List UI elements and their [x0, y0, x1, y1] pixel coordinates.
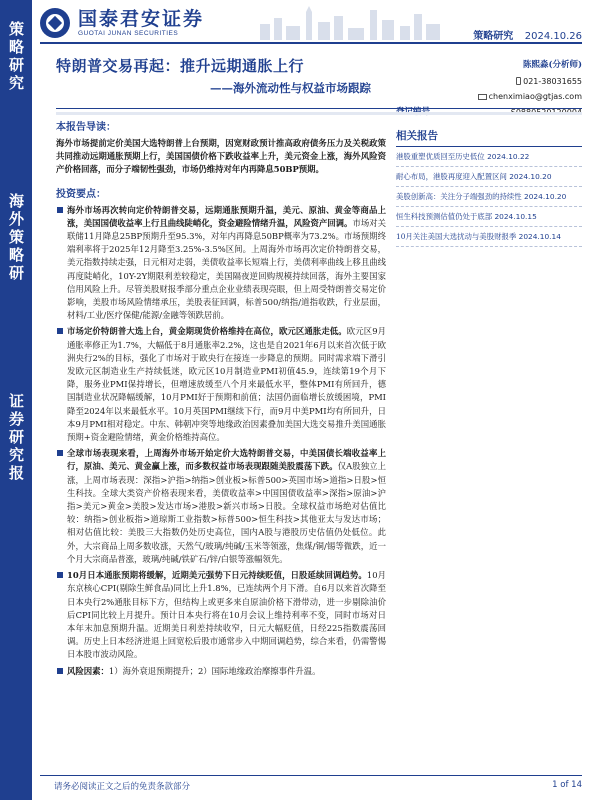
phone-icon	[516, 77, 521, 85]
title-divider	[56, 108, 582, 109]
analyst-name: 陈熙淼(分析师)	[522, 60, 582, 70]
related-report-date: 2024.10.15	[494, 212, 537, 221]
point-lead: 市场定价特朗普大选上台，黄金期现货价格维持在高位，欧元区通胀走低。	[67, 326, 347, 337]
page-number: 1 of 14	[552, 780, 582, 790]
logo-icon	[40, 8, 70, 38]
brand-name: 国泰君安证券	[78, 9, 205, 30]
side-label-report: 证券研究报	[7, 393, 25, 483]
related-reports	[396, 128, 582, 247]
main-content	[56, 116, 386, 681]
points-heading: 投资要点：	[56, 188, 106, 200]
report-date: 2024.10.26	[524, 31, 582, 42]
point-body: 仅A股独立上涨，上周市场表现：深指>沪指>纳指>创业板>标普500>英国市场>道指>日股>恒生科技。全球大类资产价格表现来看，美债收益率>中国国债收益率>深指>原油>沪指>美元>黄金>美股>发达市场>港股>新兴市场>日股。全球权益市场绝对估值比较：纳指>创业板指>道琼斯工业指数>标普500>恒生科技>其他亚太与发达市场；相对估值比较：美股三大指数仍处历史高位，国内A股与港股历史估值仍处低位。此外，大宗商品上周多数收涨，天然气/玻璃/纯碱/玉米等领涨，焦煤/铜/锡等微跌，近一个月大宗商品普涨，玻璃/纯碱/铁矿石/锌/白银等涨幅领先。	[67, 461, 386, 564]
related-report-link[interactable]	[396, 227, 582, 247]
analyst-email[interactable]: chenximiao@gtjas.com	[488, 92, 582, 101]
point-lead: 风险因素：	[67, 665, 109, 676]
analyst-phone: 021-38031655	[523, 76, 582, 86]
header-rule	[40, 42, 582, 44]
related-report-date: 2024.10.14	[518, 232, 561, 241]
footer-disclaimer: 请务必阅读正文之后的免责条款部分	[54, 782, 191, 792]
point-body: 10月东京核心CPI(剔除生鲜食品)同比上升1.8%，已连续两个月下滑。自6月以来首次降至日本央行2%通胀目标下方，但结构上或更多来自原油价格下滑带动，进一步剔除油价后CPI同比较上月提升。预计日本央行将在10月会议上维持利率不变，同时市场对日本年末加息预期升温。近期美日利差持续收窄，日元大幅贬值，日经225指数震荡回调。历史上日本经济进退上回宽松后股市通常步入中期回调趋势，综合来看，仍需警惕日本股市波动风险。	[67, 570, 386, 660]
point-body: 市场对关联储11月降息25BP预期升至95.3%，对年内再降息50BP概率为73.2%。市场预期终端利率将于2025年12月降至3.25%-3.5%区间。上周海外市场再次定价特朗普交易，美元指数持续走强，日元相对走弱，美债收益率长短端上行，美债利率曲线上移且曲线再度陡峭化，10Y-2Y期限利差较稳定，美国隔夜逆回购规模持续回落，海外主要国家信用风险上升。尽管美股财报季部分重点企业业绩表现亮眼，但上周受特朗普交易定价影响，美股市场风险情绪承压，美股表征回调，标普500/纳指/道指收跌，行业层面，材料/工业/医疗保健/能源/金融等领跌居前。	[67, 217, 386, 321]
related-report-title[interactable]: 美股创新高：关注分子端强劲的持续性	[396, 192, 522, 201]
related-report-link[interactable]	[396, 167, 582, 187]
point-lead: 10月日本通胀预期将缓解，近期美元强势下日元持续贬值，日股延续回调趋势。	[67, 570, 367, 581]
point-item	[56, 665, 386, 678]
related-report-date: 2024.10.20	[509, 172, 552, 181]
side-strip	[0, 0, 32, 800]
related-report-title[interactable]: 耐心布局，港股再度迎入配置区间	[396, 172, 507, 181]
report-subtitle: ——海外流动性与权益市场跟踪	[210, 81, 371, 95]
point-item	[56, 325, 386, 444]
point-body: 1）海外衰退预期提升；2）国际地缘政治摩擦事件升温。	[108, 665, 321, 676]
footer-rule	[40, 775, 582, 776]
email-icon	[478, 94, 487, 100]
report-category: 策略研究	[473, 31, 514, 42]
company-logo	[40, 8, 204, 38]
related-report-link[interactable]	[396, 207, 582, 227]
guide-heading: 本报告导读：	[56, 122, 116, 133]
related-report-title[interactable]: 恒生科技预测估值仍处于底部	[396, 212, 493, 221]
skyline-decoration-icon	[250, 6, 450, 40]
point-body: 欧元区9月通胀率修正为1.7%，大幅低于8月通胀率2.2%，这也是自2021年6月以来首次低于欧洲央行2%的目标，强化了市场对于欧央行在接连一步降息的预期。同时需求端下滑引发欧元区制造业生产持续低迷，欧元区10月制造业PMI初值45.9，连续第19个月下降，服务业PMI保持增长，但增速放缓至八个月来最低水平，整体PMI有所回升，德国制造业状况降幅缓解，10月PMI好于预期和前值；法国仍面临增长放缓困境，PMI降至2024年以来最低水平。10月英国PMI继续下行，而9月中美PMI均有所回升，日本9月PMI相对稳定。中东、韩朝冲突等地缘政治因素叠加美国大选交易推升美国通胀预期+资金避险情绪，黄金价格维持高位。	[67, 326, 387, 443]
related-report-link[interactable]	[396, 187, 582, 207]
report-title: 特朗普交易再起：推升远期通胀上行	[56, 57, 305, 75]
point-item	[56, 569, 386, 661]
investment-points	[56, 204, 386, 678]
point-item	[56, 447, 386, 566]
brand-name-en: GUOTAI JUNAN SECURITIES	[78, 30, 179, 37]
related-report-date: 2024.10.22	[487, 152, 530, 161]
side-label-strategy: 策略研究	[7, 21, 25, 93]
guide-text: 海外市场提前定价美国大选特朗普上台预期，因宽财政预计推高政府债务压力及关税政策共同推动远期通胀预期上行，美国国债价格下跌收益率上升，美元资金上涨，海外风险资产价格回落，而分子端韧性强劲，市场仍维持对年内再降息50BP预期。	[56, 138, 386, 175]
title-divider-band	[56, 112, 582, 115]
related-heading: 相关报告	[396, 128, 582, 147]
analyst-panel	[396, 58, 582, 120]
related-report-title[interactable]: 港股重塑优质回至历史低位	[396, 152, 485, 161]
related-report-link[interactable]	[396, 147, 582, 167]
header-meta	[473, 27, 582, 42]
side-label-overseas: 海外策略研	[7, 193, 25, 283]
related-report-date: 2024.10.20	[524, 192, 567, 201]
point-item	[56, 204, 386, 323]
point-lead: 全球市场表现来看，上周海外市场开始定价大选特朗普交易，中美国债长端收益率上行，原油、美元、黄金赢上涨，而多数权益市场表现跟随美股震荡下跌。	[67, 448, 386, 472]
related-report-title[interactable]: 10月关注美国大选扰动与美股财报季	[396, 232, 517, 241]
point-lead: 海外市场再次转向定价特朗普交易，远期通胀预期升温，美元、原油、黄金等商品上涨，美国国债收益率上行且曲线陡峭化，资金避险情绪升温，风险资产回调。	[67, 204, 386, 228]
